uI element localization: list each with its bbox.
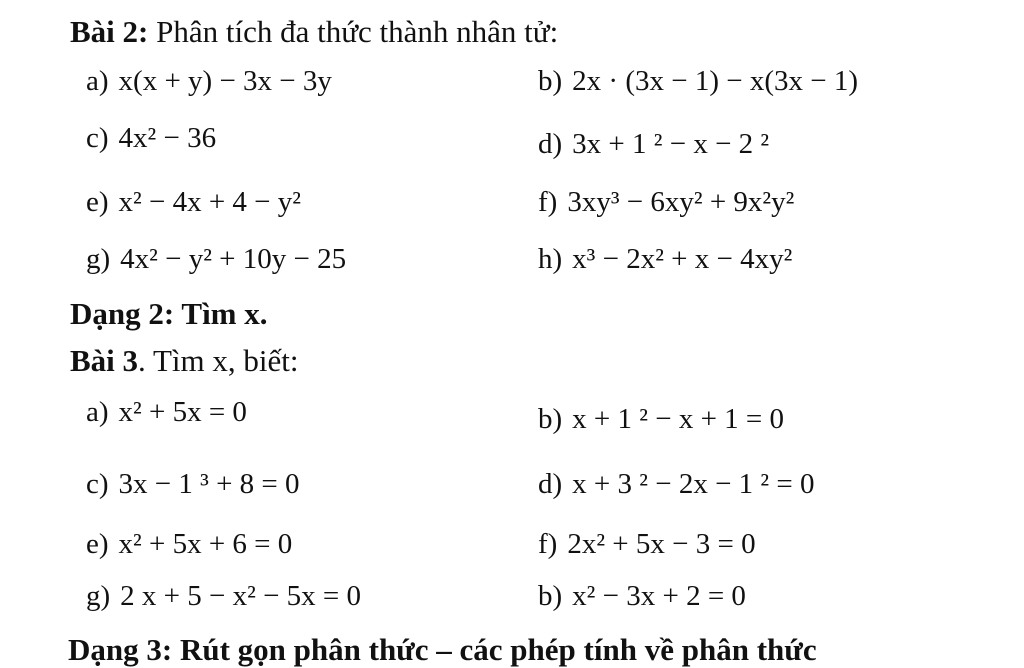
dang2-title: Dạng 2: Tìm x.: [70, 296, 268, 331]
item-expression: 4x² − y² + 10y − 25: [120, 243, 347, 275]
item-label: a): [86, 65, 109, 97]
bai2-item-h: [538, 245, 792, 274]
item-expression: x + 1 ² − x + 1 = 0: [572, 403, 785, 435]
bai2-item-e: [86, 188, 301, 217]
bai3-item-h: [538, 582, 746, 611]
item-label: d): [538, 468, 563, 500]
item-label: g): [86, 243, 111, 275]
dang3-title: Dạng 3: Rút gọn phân thức – các phép tính về phân thức: [68, 632, 817, 667]
bai3-item-g: [86, 582, 361, 611]
bai2-item-c: [86, 124, 216, 153]
item-label: f): [538, 528, 558, 560]
item-label: h): [538, 243, 563, 275]
item-expression: 2 x + 5 − x² − 5x = 0: [120, 580, 362, 612]
item-label: f): [538, 186, 558, 218]
item-label: c): [86, 122, 109, 154]
bai2-item-a: [86, 67, 332, 96]
item-expression: 3xy³ − 6xy² + 9x²y²: [567, 186, 795, 218]
item-expression: x² + 5x = 0: [118, 396, 247, 428]
item-label: g): [86, 580, 111, 612]
bai3-item-c: [86, 470, 300, 499]
bai3-item-b: [538, 405, 784, 434]
bai2-title: [70, 16, 558, 47]
bai2-item-f: [538, 188, 794, 217]
item-label: b): [538, 580, 563, 612]
item-expression: x² − 3x + 2 = 0: [572, 580, 746, 612]
item-label: c): [86, 468, 109, 500]
item-expression: 3x − 1 ³ + 8 = 0: [118, 468, 300, 500]
bai3-title: [70, 345, 299, 376]
item-expression: x + 3 ² − 2x − 1 ² = 0: [572, 468, 815, 500]
item-label: b): [538, 403, 563, 435]
bai3-item-e: [86, 530, 292, 559]
item-expression: 4x² − 36: [118, 122, 217, 154]
item-expression: 3x + 1 ² − x − 2 ²: [572, 128, 770, 160]
bai2-title-bold: Bài 2:: [70, 14, 149, 49]
bai2-item-d: [538, 130, 769, 159]
bai3-title-bold: Bài 3: [70, 343, 139, 378]
item-label: e): [86, 186, 109, 218]
item-label: a): [86, 396, 109, 428]
bai3-item-d: [538, 470, 814, 499]
item-label: b): [538, 65, 563, 97]
item-expression: 2x² + 5x − 3 = 0: [567, 528, 756, 560]
item-expression: x² + 5x + 6 = 0: [118, 528, 293, 560]
bai3-item-a: [86, 398, 247, 427]
bai3-item-f: [538, 530, 756, 559]
bai2-title-rest: Phân tích đa thức thành nhân tử:: [148, 14, 559, 49]
item-label: d): [538, 128, 563, 160]
item-expression: x(x + y) − 3x − 3y: [118, 65, 332, 97]
item-expression: x³ − 2x² + x − 4xy²: [572, 243, 793, 275]
bai2-item-b: [538, 67, 858, 96]
bai2-item-g: [86, 245, 346, 274]
bai3-title-rest: . Tìm x, biết:: [138, 343, 299, 378]
item-expression: x² − 4x + 4 − y²: [118, 186, 301, 218]
item-label: e): [86, 528, 109, 560]
item-expression: 2x · (3x − 1) − x(3x − 1): [572, 65, 859, 97]
